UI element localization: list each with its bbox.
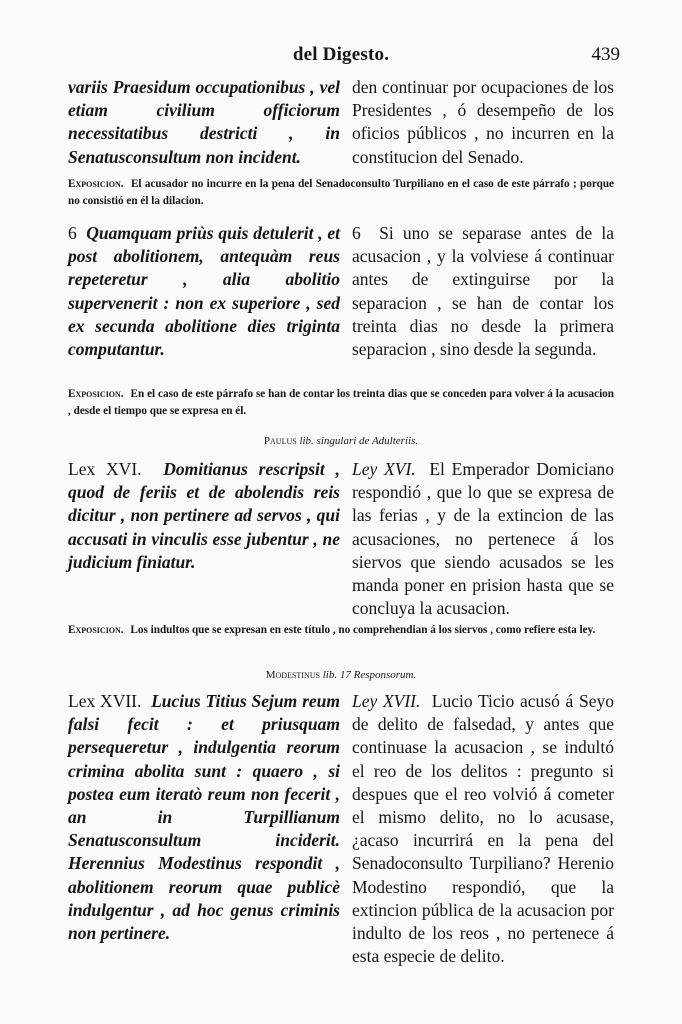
exposicion-label: Exposicion.: [68, 178, 124, 190]
exposicion-text: En el caso de este párrafo se han de contar los treinta dias que se conceden para volver á la acusacion , desde el tiempo que se expresa en él.: [68, 388, 614, 417]
latin-text: Lucius Titius Sejum reum falsi fecit : et priusquam persequeretur , indulgentia reorum crimina abolita sunt : quaero , si postea eum iteratò reum non fecerit , an in Turpillianum Senatusconsultum inciderit. Herennius Modestinus respondit , abolitionem reorum quae publicè indulgentur , ad hoc genus criminis non pertinere.: [68, 691, 341, 944]
source-author: Modestinus: [265, 669, 320, 681]
source-work: lib. 17 Responsorum.: [322, 669, 417, 681]
lex-label: Lex XVI.: [68, 459, 142, 479]
latin-text: variis Praesidum occupationibus , vel etiam civilium officiorum necessitatibus destricti , in Senatusconsultum non incident.: [68, 77, 340, 167]
latin-column: [68, 690, 340, 945]
spanish-column: [352, 690, 614, 968]
spanish-text: den continuar por ocupaciones de los Presidentes , ó desempeño de los oficios públicos , no incurren en la constitucion del Senado.: [352, 77, 614, 167]
page-number: 439: [591, 44, 620, 65]
spanish-text: Si uno se separase antes de la acusacion , y la volviese á continuar antes de extinguirse por la separacion , se han de contar los treinta dias no desde la primera separacion , sino desde la segunda.: [352, 223, 615, 360]
latin-column: [68, 222, 340, 361]
paragraph-number: 6: [352, 223, 361, 243]
exposicion-text: El acusador no incurre en la pena del Senadoconsulto Turpiliano en el caso de este párrafo ; porque no consistió en él la dilacion.: [68, 178, 615, 207]
exposicion-note-3: [68, 622, 614, 639]
spanish-text: El Emperador Domiciano respondió , que lo que se expresa de las ferias , y de la extincion de las acusaciones, no pertenece á los siervos que siendo acusados se les manda poner en prision hasta que se concluya la acusacion.: [352, 459, 614, 619]
ley-label: Ley XVI.: [352, 459, 416, 479]
exposicion-label: Exposicion.: [68, 388, 124, 400]
running-header-title: del Digesto.: [292, 44, 390, 65]
exposicion-label: Exposicion.: [68, 624, 124, 636]
latin-text: Quamquam priùs quis detulerit , et post abolitionem, antequàm reus repeteretur , alia abolitio supervenerit : non ex superiore , sed ex secunda abolitione dies triginta computantur.: [68, 223, 341, 360]
exposicion-text: Los indultos que se expresan en este título , no comprehendian á los siervos , como refiere esta ley.: [130, 624, 596, 636]
source-work: lib. singulari de Adulteriis.: [299, 435, 419, 447]
exposicion-note-1: [68, 176, 614, 210]
paragraph-number: 6: [68, 223, 77, 243]
source-citation-1: [0, 434, 682, 448]
spanish-column: [352, 458, 614, 620]
lex-label: Lex XVII.: [68, 691, 142, 711]
spanish-column: [352, 222, 614, 361]
exposicion-note-2: [68, 386, 614, 420]
latin-text: Domitianus rescripsit , quod de feriis et de abolendis reis dicitur , non pertinere ad servos , qui accusati in vinculis esse jubentur , ne judicium finiatur.: [68, 459, 340, 572]
spanish-text: Lucio Ticio acusó á Seyo de delito de falsedad, y antes que continuase la acusacion , se indultó el reo de los delitos : pregunto si despues que el reo volvió á cometer el mismo delito, no lo acusase, ¿acaso incurrirá en la pena del Senadoconsulto Turpiliano? Herenio Modestino respondió, que la extincion pública de la acusacion por indulto de los reos , no pertenece á esta especie de delito.: [352, 691, 614, 967]
spanish-column: [352, 76, 614, 169]
source-citation-2: [0, 668, 682, 682]
ley-label: Ley XVII.: [352, 691, 421, 711]
source-author: Paulus: [263, 435, 297, 447]
latin-column: [68, 76, 340, 169]
latin-column: [68, 458, 340, 574]
